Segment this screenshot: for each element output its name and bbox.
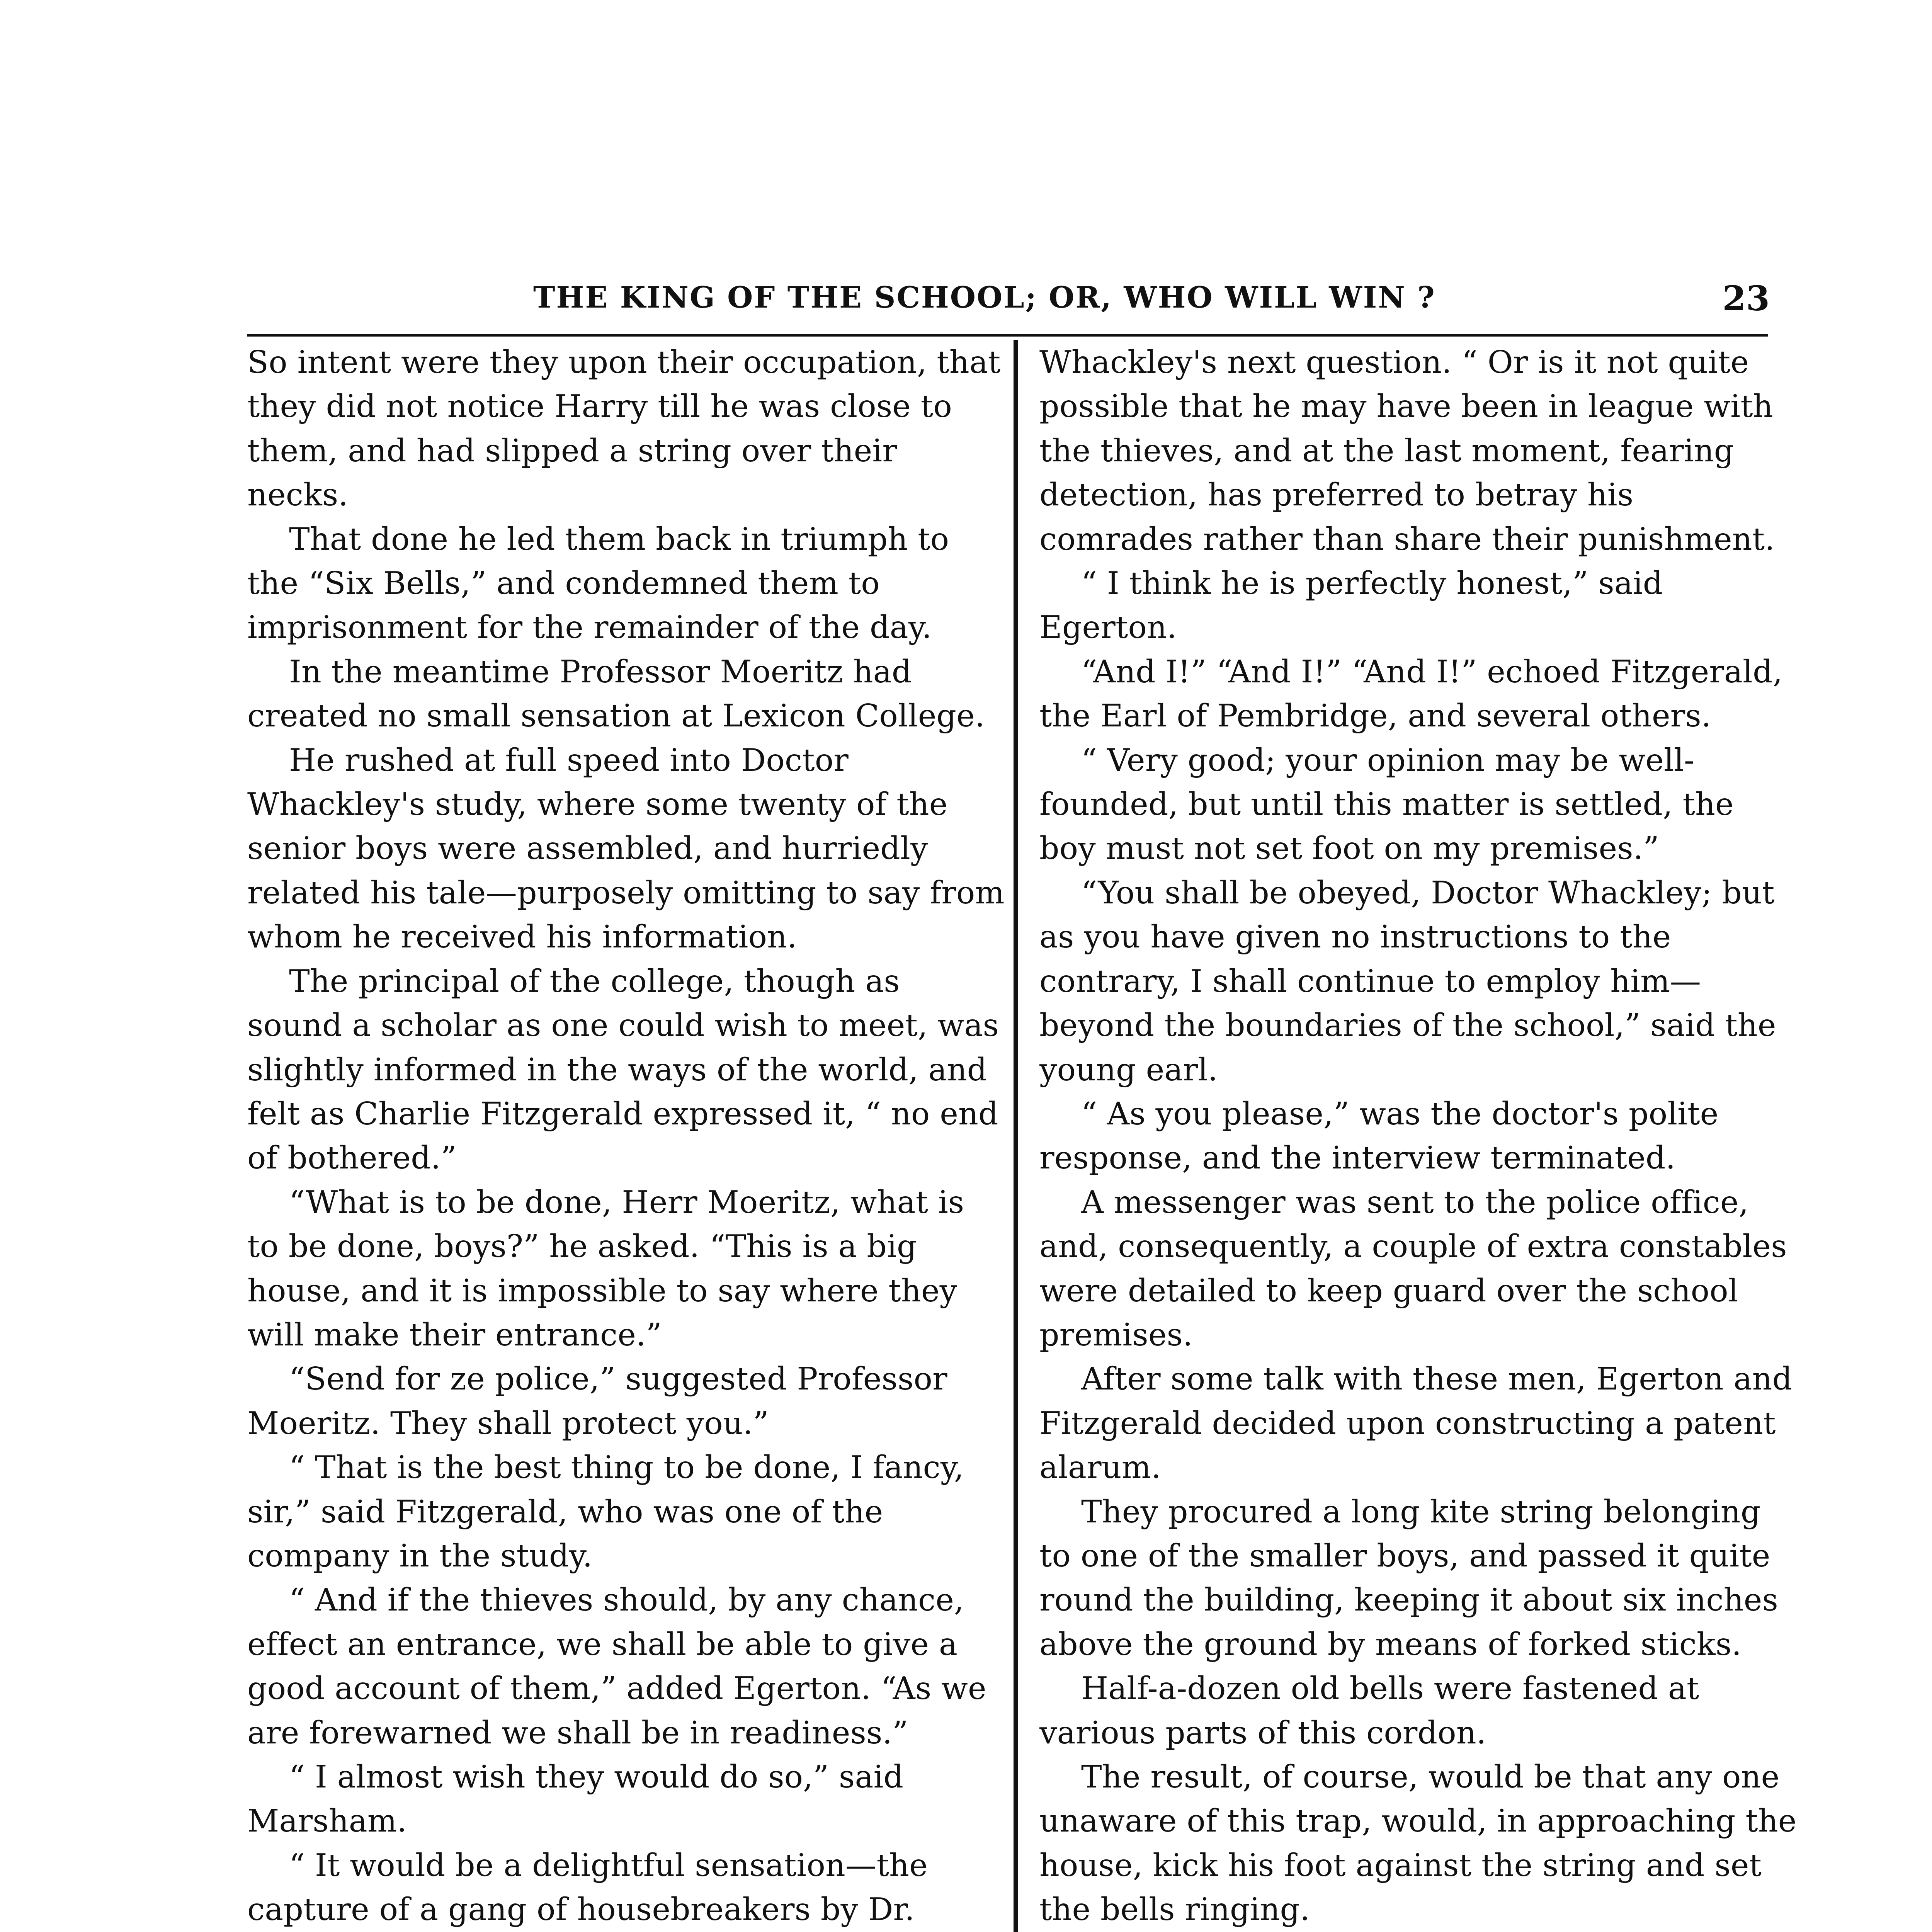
- paragraph: He rushed at full speed into Doctor Whackley's study, where some twenty of the senior boys were assembled, and hurriedly related his tale—purposely omitting to say from whom he received his information.: [247, 742, 1005, 955]
- paragraph: A messenger was sent to the police office, and, consequently, a couple of extra constables were detailed to keep guard over the school premises.: [1039, 1184, 1787, 1353]
- paragraph: That done he led them back in triumph to the “Six Bells,” and condemned them to imprisonment for the remainder of the day.: [247, 520, 949, 646]
- paragraph: In the meantime Professor Moeritz had created no small sensation at Lexicon College.: [247, 653, 985, 734]
- paragraph: They procured a long kite string belonging to one of the smaller boys, and passed it quite round the building, keeping it about six inches above the ground by means of forked sticks.: [1039, 1493, 1778, 1662]
- paragraph: “What is to be done, Herr Moeritz, what is to be done, boys?” he asked. “This is a big house, and it is impossible to say where they will make their entrance.”: [247, 1184, 964, 1353]
- paragraph: “ It would be a delightful sensation—the capture of a gang of housebreakers by Dr.: [247, 1847, 928, 1928]
- paragraph: “ I almost wish they would do so,” said Marsham.: [247, 1759, 904, 1839]
- paragraph: The principal of the college, though as sound a scholar as one could wish to meet, was slightly informed in the ways of the world, and felt as Charlie Fitzgerald expressed it, “ no end of bothered.”: [247, 963, 999, 1176]
- running-header: [243, 276, 1770, 330]
- page-number: 23: [1722, 278, 1770, 318]
- running-title: THE KING OF THE SCHOOL; OR, WHO WILL WIN ?: [533, 280, 1436, 315]
- header-rule: [247, 334, 1768, 337]
- paragraph: Whackley's next question. “ Or is it not quite possible that he may have been in league with the thieves, and at the last moment, fearing detection, has preferred to betray his comrades rather than share their punishment.: [1039, 344, 1775, 557]
- paragraph: So intent were they upon their occupation, that they did not notice Harry till he was close to them, and had slipped a string over their necks.: [247, 344, 1001, 513]
- paragraph: “ That is the best thing to be done, I fancy, sir,” said Fitzgerald, who was one of the company in the study.: [247, 1449, 964, 1574]
- left-column: [247, 340, 1005, 1932]
- paragraph: Half-a-dozen old bells were fastened at various parts of this cordon.: [1039, 1670, 1699, 1751]
- paragraph: “ I think he is perfectly honest,” said Egerton.: [1039, 565, 1663, 646]
- paragraph: “ And if the thieves should, by any chance, effect an entrance, we shall be able to give a good account of them,” added Egerton. “As we are forewarned we shall be in readiness.”: [247, 1582, 986, 1751]
- paragraph: After some talk with these men, Egerton and Fitzgerald decided upon constructing a patent alarum.: [1039, 1361, 1793, 1486]
- paragraph: “ As you please,” was the doctor's polite response, and the interview terminated.: [1039, 1095, 1719, 1176]
- paragraph: “You shall be obeyed, Doctor Whackley; but as you have given no instructions to the contrary, I shall continue to employ him—beyond the boundaries of the school,” said the young earl.: [1039, 874, 1776, 1088]
- paragraph: “ Very good; your opinion may be well-founded, but until this matter is settled, the boy must not set foot on my premises.”: [1039, 742, 1734, 867]
- column-divider: [1014, 340, 1018, 1932]
- paragraph: The result, of course, would be that any one unaware of this trap, would, in approaching the house, kick his foot against the string and set the bells ringing.: [1039, 1759, 1797, 1928]
- right-column: [1039, 340, 1797, 1932]
- paragraph: “Send for ze police,” suggested Professor Moeritz. They shall protect you.”: [247, 1361, 947, 1441]
- paragraph: “And I!” “And I!” “And I!” echoed Fitzgerald, the Earl of Pembridge, and several others.: [1039, 653, 1783, 734]
